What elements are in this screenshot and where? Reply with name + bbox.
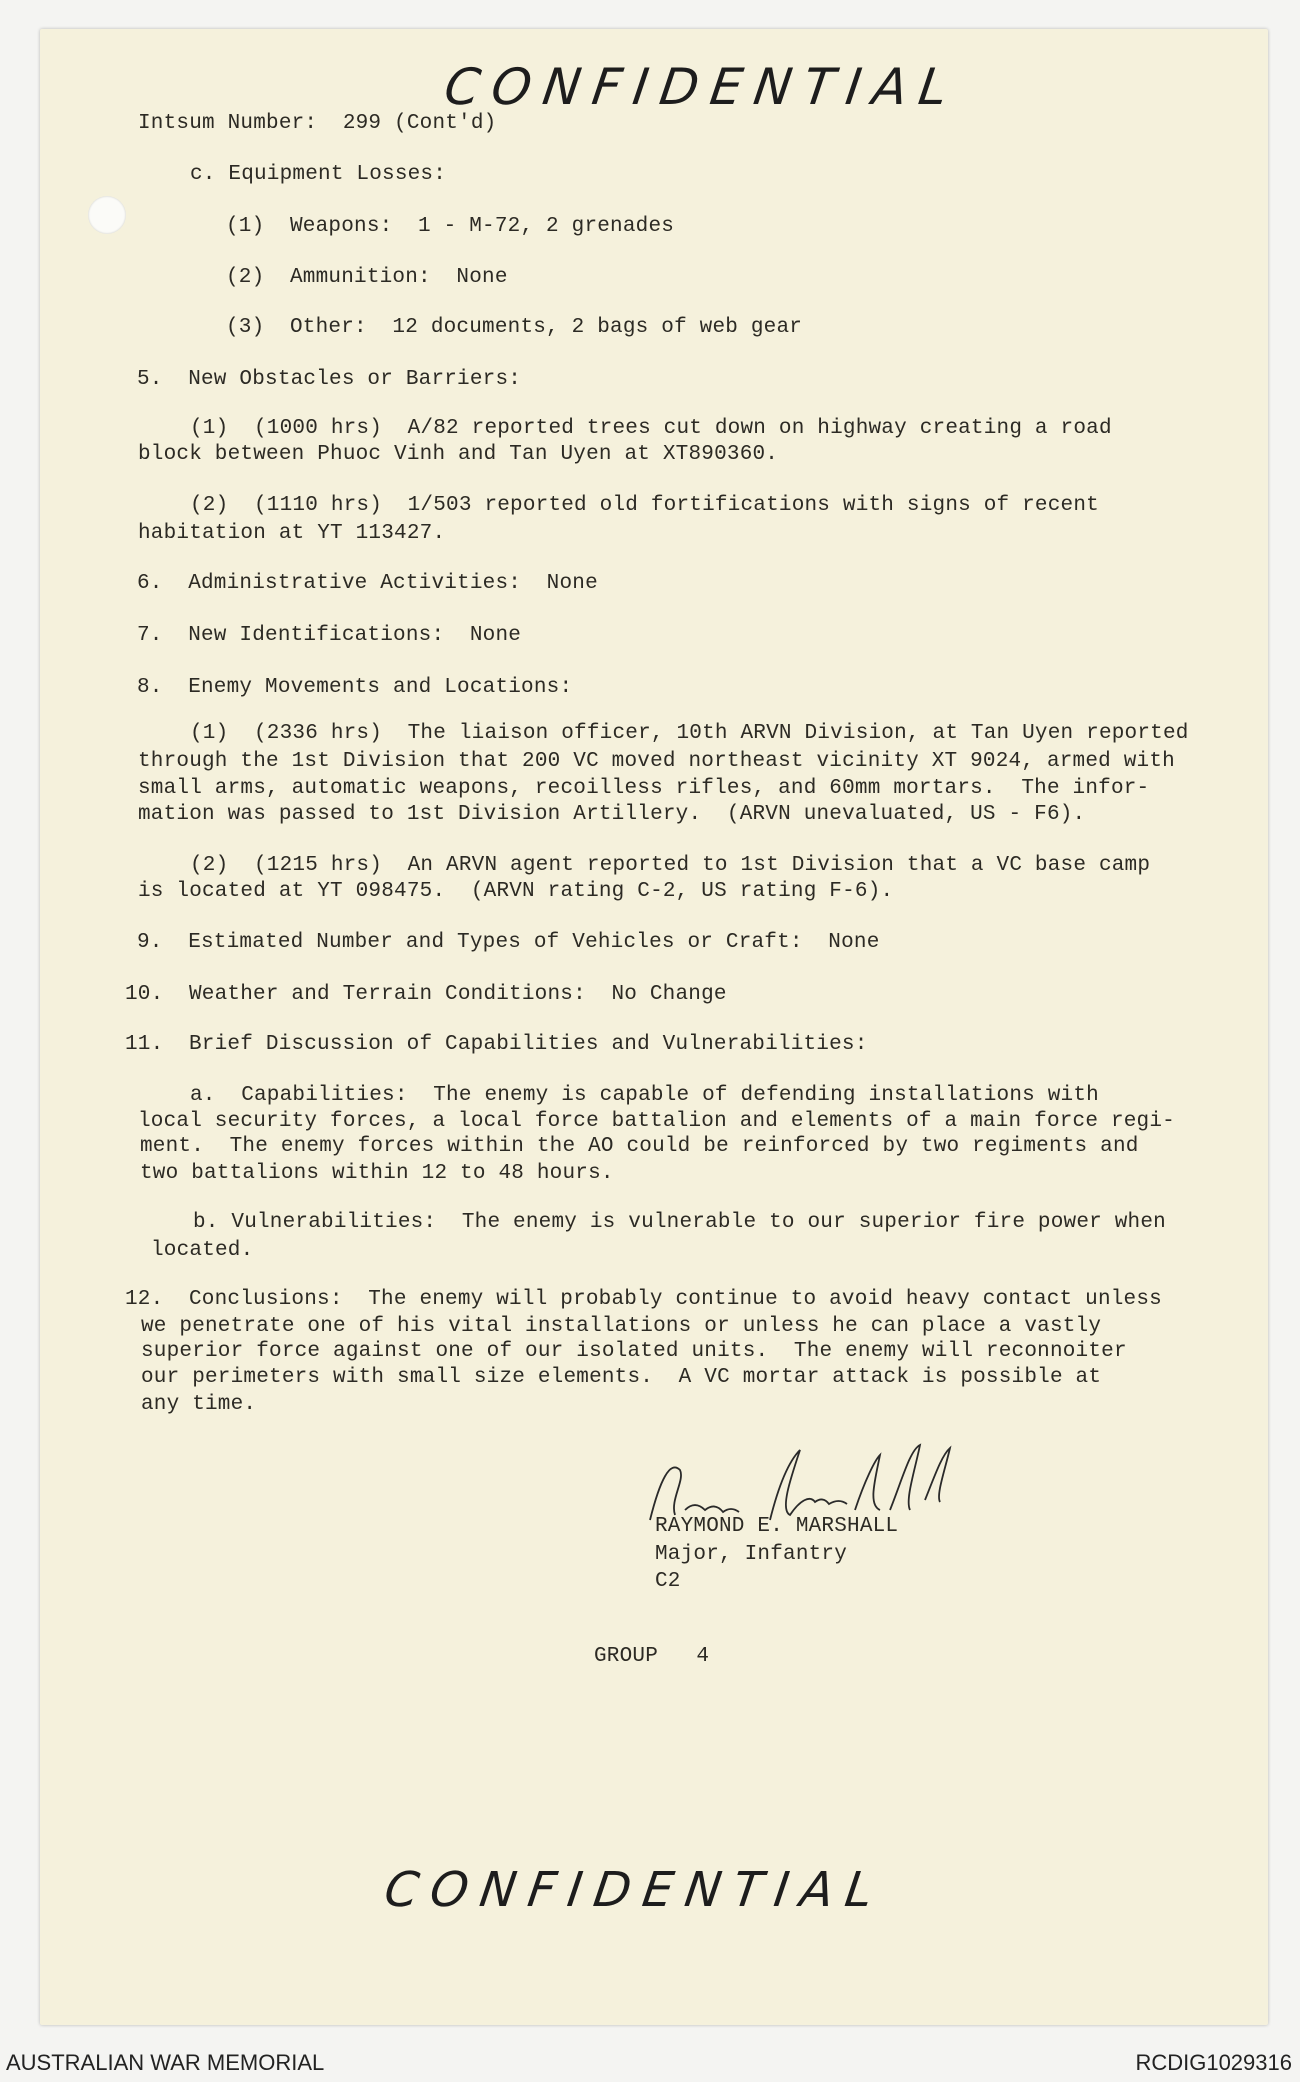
equipment-heading: c. Equipment Losses: [190, 163, 447, 186]
footer-record-id: RCDIG1029316 [1135, 2050, 1292, 2075]
conclusions-para: our perimeters with small size elements. A VC mortar attack is possible at [141, 1366, 1102, 1389]
section-5-para2: habitation at YT 113427. [138, 522, 446, 545]
signatory-name: RAYMOND E. MARSHALL [655, 1515, 899, 1538]
section-6: 6. Administrative Activities: None [137, 572, 598, 595]
section-8-para1: mation was passed to 1st Division Artillery. (ARVN unevaluated, US - F6). [138, 803, 1086, 826]
group-label: GROUP 4 [594, 1645, 710, 1668]
signatory-rank: Major, Infantry [655, 1543, 848, 1566]
section-8-para1: through the 1st Division that 200 VC moved northeast vicinity XT 9024, armed with [138, 750, 1175, 773]
capabilities-para: ment. The enemy forces within the AO could be reinforced by two regiments and [140, 1135, 1139, 1158]
vulnerabilities-para: located. [151, 1239, 254, 1262]
equipment-item: (3) Other: 12 documents, 2 bags of web gear [226, 316, 803, 339]
footer-institution: AUSTRALIAN WAR MEMORIAL [6, 2050, 325, 2075]
conclusions-para: we penetrate one of his vital installations or unless he can place a vastly [141, 1315, 1102, 1338]
signatory-role: C2 [655, 1570, 681, 1593]
intsum-header: Intsum Number: 299 (Cont'd) [138, 112, 497, 135]
confidential-stamp-bottom: CONFIDENTIAL [381, 1862, 889, 1918]
section-5-para1: block between Phuoc Vinh and Tan Uyen at XT890360. [138, 443, 779, 466]
section-11-heading: 11. Brief Discussion of Capabilities and Vulnerabilities: [125, 1033, 868, 1056]
conclusions-para: any time. [141, 1393, 257, 1416]
section-7: 7. New Identifications: None [137, 624, 522, 647]
section-5-para2: (2) (1110 hrs) 1/503 reported old fortifications with signs of recent [190, 494, 1099, 517]
section-8-heading: 8. Enemy Movements and Locations: [137, 676, 573, 699]
section-8-para2: (2) (1215 hrs) An ARVN agent reported to 1st Division that a VC base camp [190, 854, 1151, 877]
capabilities-para: local security forces, a local force battalion and elements of a main force regi- [138, 1110, 1175, 1133]
section-8-para2: is located at YT 098475. (ARVN rating C-2, US rating F-6). [138, 880, 894, 903]
section-10: 10. Weather and Terrain Conditions: No Change [125, 983, 727, 1006]
conclusions-para: 12. Conclusions: The enemy will probably continue to avoid heavy contact unless [125, 1288, 1162, 1311]
punch-hole [88, 196, 126, 234]
section-8-para1: small arms, automatic weapons, recoilless rifles, and 60mm mortars. The infor- [138, 777, 1150, 800]
capabilities-para: two battalions within 12 to 48 hours. [140, 1162, 614, 1185]
confidential-stamp-top: CONFIDENTIAL [440, 58, 964, 116]
vulnerabilities-para: b. Vulnerabilities: The enemy is vulnerable to our superior fire power when [193, 1211, 1166, 1234]
section-8-para1: (1) (2336 hrs) The liaison officer, 10th ARVN Division, at Tan Uyen reported [190, 722, 1189, 745]
section-5-para1: (1) (1000 hrs) A/82 reported trees cut down on highway creating a road [190, 417, 1112, 440]
capabilities-para: a. Capabilities: The enemy is capable of defending installations with [190, 1084, 1099, 1107]
section-9: 9. Estimated Number and Types of Vehicles or Craft: None [137, 931, 880, 954]
equipment-item: (2) Ammunition: None [226, 266, 508, 289]
section-5-heading: 5. New Obstacles or Barriers: [137, 368, 522, 391]
conclusions-para: superior force against one of our isolated units. The enemy will reconnoiter [141, 1340, 1127, 1363]
equipment-item: (1) Weapons: 1 - M-72, 2 grenades [226, 215, 675, 238]
